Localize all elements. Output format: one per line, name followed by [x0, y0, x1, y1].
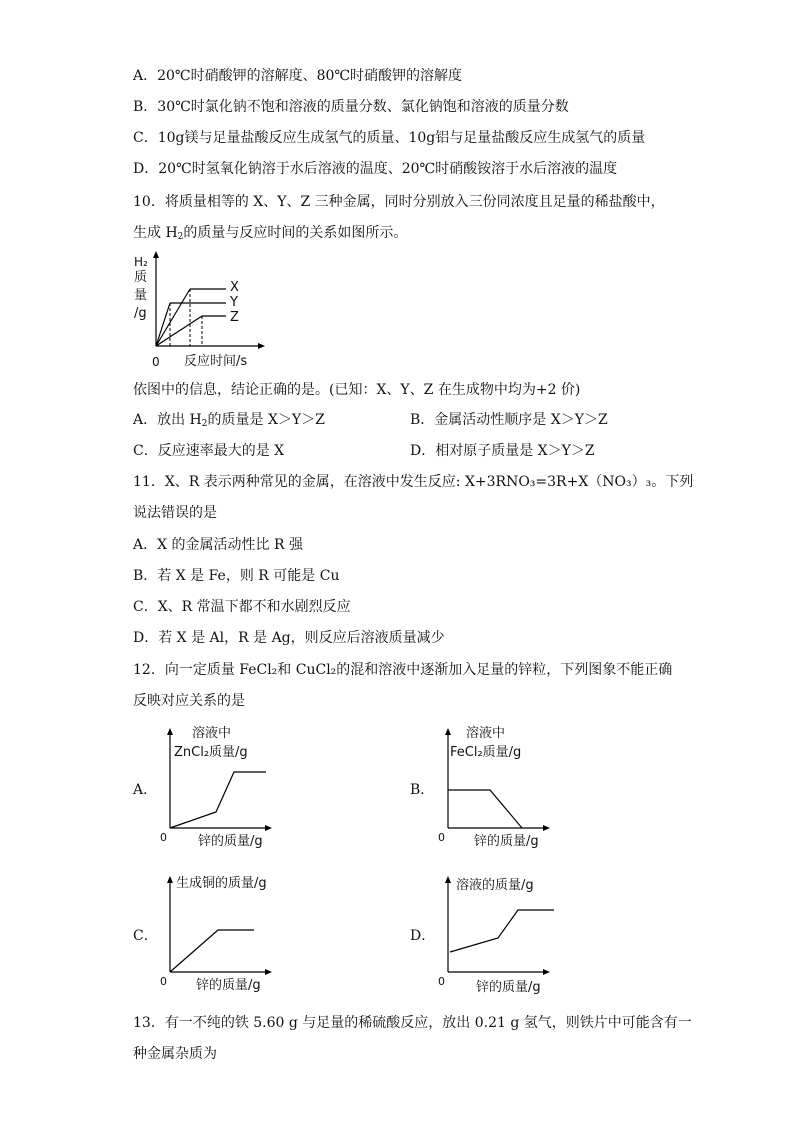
q11-option-c: C．X、R 常温下都不和水剧烈反应 [133, 599, 351, 615]
q11-option-d: D．若 X 是 Al，R 是 Ag，则反应后溶液质量减少 [133, 630, 445, 646]
q13-stem-line2: 种金属杂质为 [133, 1046, 217, 1062]
q10-ylabel-line1: 质 [134, 270, 148, 285]
q10-series-z-rise [156, 316, 202, 346]
q9-option-c: C．10g镁与足量盐酸反应生成氢气的质量、10g铝与足量盐酸反应生成氢气的质量 [133, 130, 646, 146]
q12-chart-c-xlabel: 锌的质量/g [196, 978, 261, 993]
q9-option-b: B．30℃时氯化钠不饱和溶液的质量分数、氯化钠饱和溶液的质量分数 [133, 99, 569, 115]
q13-stem-line1: 13．有一不纯的铁 5.60 g 与足量的稀硫酸反应，放出 0.21 g 氢气，则铁片中可能含有一 [133, 1015, 692, 1031]
q12-chart-c-letter: C． [133, 928, 158, 944]
q12-chart-a-xlabel: 锌的质量/g [198, 834, 263, 849]
q12-chart-b-ylabel1: 溶液中 [466, 726, 506, 741]
q10-y-arrow [153, 251, 159, 258]
q12-chart-b-letter: B． [410, 782, 435, 798]
q12-chart-b-x-arrow [543, 825, 550, 831]
q12-chart-d-ylabel1: 溶液的质量/g [456, 878, 534, 893]
q10-ylabel-line2: 量 [134, 288, 148, 303]
q12-chart-c-y-arrow [167, 876, 173, 883]
q12-chart-d-xlabel: 锌的质量/g [476, 980, 541, 995]
q10-series-x-rise [156, 289, 190, 346]
q11-option-a: A．X 的金属活动性比 R 强 [133, 537, 303, 553]
q12-chart-d-curve [450, 910, 554, 952]
q10-series-z-label: Z [230, 310, 239, 325]
q10-stem-line2: 生成 $H_2$的质量与反应时间的关系如图所示。 [133, 225, 408, 242]
q12-chart-b [436, 722, 556, 852]
q10-ylabel-top: H₂ [134, 255, 148, 269]
q12-chart-a-x-arrow [265, 825, 272, 831]
q12-chart-b-xlabel: 锌的质量/g [474, 834, 539, 849]
q12-chart-d-y-arrow [445, 876, 451, 883]
q12-chart-a [158, 722, 278, 852]
q10-origin: 0 [152, 355, 160, 369]
q10-option-b: B．金属活动性顺序是 X＞Y＞Z [410, 412, 608, 428]
q12-chart-a-ylabel2: ZnCl₂质量/g [174, 745, 248, 760]
q10-option-d: D．相对原子质量是 X＞Y＞Z [410, 443, 595, 459]
q12-chart-b-ylabel2: FeCl₂质量/g [450, 745, 522, 760]
q12-chart-c-curve [170, 930, 254, 972]
q9-option-a: A．20℃时硝酸钾的溶解度、80℃时硝酸钾的溶解度 [133, 68, 463, 84]
q12-chart-d-letter: D． [410, 928, 436, 944]
q12-chart-c-origin: 0 [160, 975, 167, 988]
q12-chart-c [158, 870, 288, 1000]
q12-chart-a-origin: 0 [160, 831, 167, 844]
q12-chart-c-x-arrow [265, 969, 272, 975]
q11-option-b: B．若 X 是 Fe，则 R 可能是 Cu [133, 568, 340, 584]
q10-series-y-label: Y [230, 295, 238, 310]
q10-option-c: C．反应速率最大的是 X [133, 443, 285, 459]
q12-chart-b-origin: 0 [438, 831, 445, 844]
q12-chart-a-letter: A． [133, 782, 158, 798]
q10-x-arrow [258, 343, 265, 349]
q10-series-x-label: X [230, 280, 239, 295]
q12-chart-b-y-arrow [445, 728, 451, 735]
q12-stem-line1: 12．向一定质量 FeCl₂和 CuCl₂的混和溶液中逐渐加入足量的锌粒，下列图象不能正确 [133, 662, 673, 678]
q11-stem-line1: 11．X、R 表示两种常见的金属，在溶液中发生反应: X+3RNO₃=3R+X（NO₃）₃。下列 [133, 474, 694, 490]
q10-option-a: A．放出 $H_2$的质量是 X＞Y＞Z [133, 412, 325, 429]
q10-xlabel: 反应时间/s [184, 354, 248, 369]
q12-chart-a-ylabel1: 溶液中 [192, 726, 232, 741]
q10-stem-line1: 10．将质量相等的 X、Y、Z 三种金属，同时分别放入三份同浓度且足量的稀盐酸中， [133, 194, 665, 210]
q11-stem-line2: 说法错误的是 [133, 505, 217, 521]
q12-chart-b-curve [448, 790, 522, 828]
q10-figure [130, 250, 270, 375]
q12-chart-d-origin: 0 [438, 975, 445, 988]
q9-option-d: D．20℃时氢氧化钠溶于水后溶液的温度、20℃时硝酸铵溶于水后溶液的温度 [133, 161, 618, 177]
q10-ylabel-line3: /g [134, 306, 147, 321]
q10-note: 依图中的信息，结论正确的是。(已知：X、Y、Z 在生成物中均为+2 价) [133, 382, 581, 398]
q10-series-y-rise [156, 303, 170, 346]
q12-chart-a-y-arrow [167, 728, 173, 735]
q12-chart-d-x-arrow [543, 969, 550, 975]
q12-stem-line2: 反映对应关系的是 [133, 693, 245, 709]
q12-chart-d [436, 870, 566, 1000]
q12-chart-a-curve [170, 772, 266, 828]
q12-chart-c-ylabel1: 生成铜的质量/g [176, 876, 267, 891]
